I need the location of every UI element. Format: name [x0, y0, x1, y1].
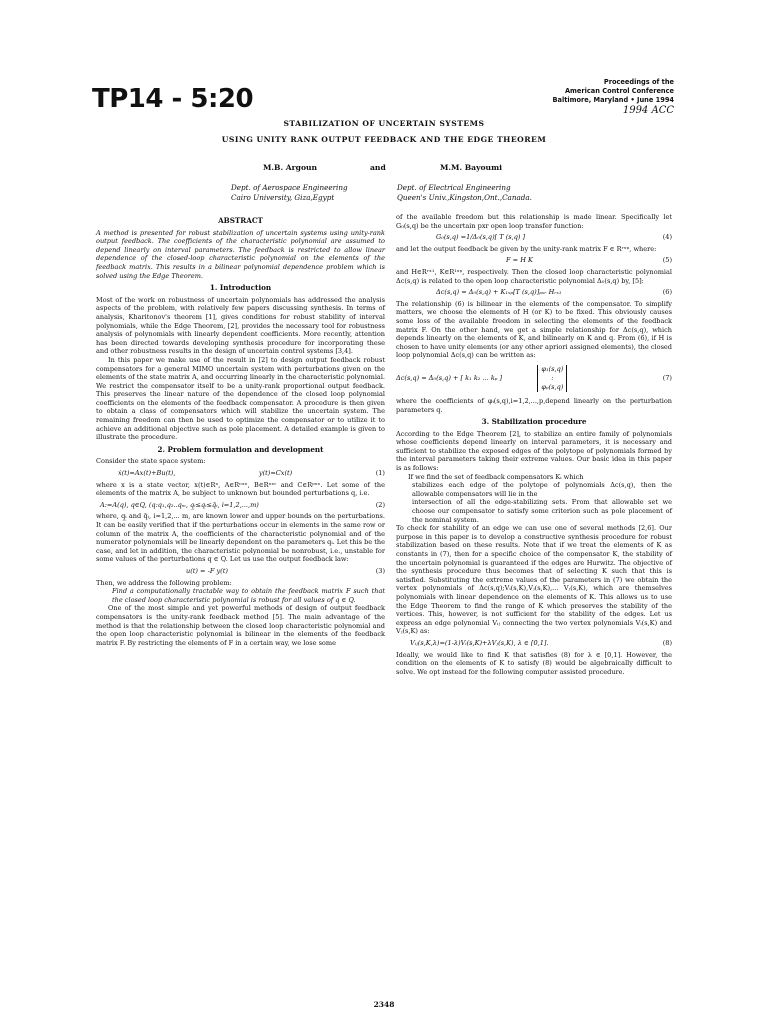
affiliation-2-line: Queen's Univ.,Kingston,Ont.,Canada.: [397, 193, 532, 202]
paragraph: To check for stability of an edge we can use one of several methods [2,6]. Our purpose in this paper is to develop a constructive synthesis procedure for robust stabilization based on these results. Note that if we treat the elements of K as constants in (7), then for a specific choice of the compensator K, the stability of the uncertain polynomial is guaranteed if the edges are Hurwitz. The objective of the synthesis procedure thus becomes that of selecting K such that this is satisfied. Substituting the extreme values of the parameters in (7) we obtain the vertex polynomials of Δc(s,q);Vᵢ(s,K),Vⱼ(s,K),... Vⱼ(s,K), which are themselves polynomials with linear dependence on the elements of K. This allows us to use the Edge Theorem to find the range of K which preserves the stability of the vertices. This, however, is not sufficient for the stability of the edges. Let us express an edge polynomial Vᵢⱼ connecting the two vertex polynomials Vᵢ(s,K) and Vⱼ(s,K) as:: [396, 524, 672, 636]
paragraph: The relationship (6) is bilinear in the elements of the compensator. To simplify matters, we choose the elements of H (or K) to be fixed. This obviously causes some loss of the available freedom in selecting the elements of the feedback matrix F. On the other hand, we get a simple relationship for Δc(s,q), which depends linearly on the elements of K, and bilinearly on K and q. From (6), if H is chosen to have unity elements (or any other apriori assigned elements), the closed loop polynomial Δc(s,q) can be written as:: [396, 299, 672, 360]
equation-5-body: F = H K: [506, 256, 533, 265]
paragraph: of the available freedom but this relationship is made linear. Specifically let G₀(s,q) be the uncertain pxr open loop transfer function:: [396, 213, 672, 230]
equation-number: (5): [662, 256, 672, 265]
equation-3: [96, 567, 385, 576]
paragraph: If we find the set of feedback compensators Kᵢ which: [408, 472, 584, 481]
equation-7-top: φ₁(s,q): [541, 364, 564, 373]
section-3-heading: 3. Stabilization procedure: [481, 417, 587, 427]
abstract-text: A method is presented for robust stabilization of uncertain systems using unity-rank output feedback. The coefficients of the characteristic polynomial are assumed to depend linearly on interval parameters. The feedback is restricted to allow linear dependence of the closed-loop characteristic polynomial on the elements of the feedback matrix. This results in a bilinear polynomial dependence problem which is solved using the Edge Theorem.: [96, 228, 385, 280]
equation-2-body: A:=A(q), q∈Q, (q:q₁,q₂..qₘ, q̲ᵢ≤qᵢ≤q̄ᵢ, i=1,2,...,m): [100, 500, 259, 509]
abstract-heading: ABSTRACT: [218, 216, 263, 225]
equation-8-body: Vᵢⱼ(s,K,λ)=(1-λ)Vᵢ(s,K)+λVⱼ(s,K), λ ∈ [0,1].: [410, 638, 549, 647]
paper-title: [0, 116, 768, 148]
proceedings-line: Proceedings of the: [603, 78, 674, 86]
author-and: and: [370, 163, 386, 172]
session-code: TP14 - 5:20: [92, 84, 254, 114]
paragraph: where the coefficients of φᵢ(s,q),i=1,2,...,p,depend linearly on the perturbation parameters q.: [396, 396, 672, 414]
paragraph: Consider the state space system:: [96, 457, 206, 466]
equation-number: (3): [375, 566, 385, 575]
paragraph: where x is a state vector, x(t)∈Rⁿ, A∈Rⁿˣⁿ, B∈Rⁿˣʳ and C∈Rᵖˣⁿ. Let some of the elements of the matrix A, be subject to unknown but bounded perturbations q, i.e.: [96, 480, 385, 498]
proceedings-line: Baltimore, Maryland • June 1994: [552, 96, 674, 104]
affiliation-2: [397, 183, 532, 203]
paragraph: One of the most simple and yet powerful methods of design of output feedback compensators is the unity-rank feedback method [5]. The main advantage of the method is that the relationship between the closed loop characteristic polynomial and the open loop characteristic polynomial is bilinear in the elements of the feedback matrix F. By restricting the elements of F in a certain way, we lose some: [96, 604, 385, 647]
author-1: M.B. Argoun: [263, 163, 318, 172]
paragraph: and let the output feedback be given by the unity-rank matrix F ∈ Rʳˣᵖ, where:: [396, 244, 657, 253]
equation-4-body: G₀(s,q) =1/Δ₀(s,q)[ T (s,q) ]: [436, 233, 526, 242]
equation-6: [396, 288, 672, 297]
paragraph: Most of the work on robustness of uncertain polynomials has addressed the analysis aspects of the problem, with relatively few papers discussing synthesis. In terms of analysis, Kharitonov's theorem [1], gives conditions for robust stability of interval polynomials, while the Edge Theorem, [2], provides the necessary tool for robustness analysis of polynomials with linearly dependent coefficients. More recently, attention has been directed towards developing synthesis procedure for incorporating these and other robustness results in the design of uncertain control systems [3,4].: [96, 295, 385, 356]
equation-3-body: u(t) = -F y(t): [186, 566, 228, 575]
affiliation-2-line: Dept. of Electrical Engineering: [397, 183, 511, 192]
equation-1-b: y(t)=Cx(t): [258, 469, 293, 478]
equation-7-vector: [537, 365, 567, 392]
equation-1-a: ẋ(t)=Ax(t)+Bu(t),: [118, 469, 176, 478]
page-number: 2348: [373, 1000, 395, 1009]
paragraph: and H∈Rʳˣ¹, K∈R¹ˣᵖ, respectively. Then the closed loop characteristic polynomial Δc(s,q) is related to the open loop characteristic polynomial Δ₀(s,q) by, [5]:: [396, 267, 672, 285]
affiliation-1-line: Cairo University, Giza,Egypt: [231, 193, 335, 202]
section-1-heading: 1. Introduction: [209, 283, 272, 293]
equation-7-mid: :: [551, 373, 554, 382]
paragraph: stabilizes each edge of the polytope of polynomials Δc(s,q), then the allowable compensators will lie in the: [412, 481, 672, 498]
proceedings-line: American Control Conference: [564, 87, 674, 95]
paragraph: where, q̲ᵢ and q̄ᵢ, i=1,2,... m, are known lower and upper bounds on the perturbations. It can be easily verified that if the perturbations occur in elements in the same row or column of the matrix A, the coefficients of the characteristic polynomial and of the numerator polynomials will be linearly dependent on the parameters qᵢ. Let this be the case, and let in addition, the characteristic polynomial be nonrobust, i.e., unstable for some values of the perturbations q ∈ Q. Let us use the output feedback law:: [96, 512, 385, 564]
right-column: [396, 213, 672, 676]
affiliation-1-line: Dept. of Aerospace Engineering: [231, 183, 348, 192]
affiliation-1: [231, 183, 348, 203]
author-2: M.M. Bayoumi: [440, 163, 502, 172]
equation-number: (6): [662, 288, 672, 297]
equation-number: (7): [662, 374, 672, 383]
conference-name: 1994 ACC: [622, 105, 674, 116]
equation-7-bot: φₚ(s,q): [541, 382, 564, 391]
paragraph: Then, we address the following problem:: [96, 578, 232, 587]
equation-number: (4): [662, 233, 672, 242]
problem-statement: Find a computationally tractable way to obtain the feedback matrix F such that the closed loop characteristic polynomial is robust for all values of q ∈ Q.: [112, 587, 385, 604]
title-line-1: STABILIZATION OF UNCERTAIN SYSTEMS: [283, 119, 485, 128]
title-line-2: USING UNITY RANK OUTPUT FEEDBACK AND THE EDGE THEOREM: [221, 135, 547, 144]
paragraph: Ideally, we would like to find K that satisfies (8) for λ ∈ [0,1]. However, the condition on the elements of K to satisfy (8) would be algebraically difficult to solve. We opt instead for the following computer assisted procedure.: [396, 650, 672, 676]
proceedings-header: [552, 78, 674, 116]
left-column: [96, 213, 385, 647]
equation-8: [396, 639, 672, 648]
equation-7-lhs: Δc(s,q) = Δ₀(s,q) + [ k₁ k₂ ... kₚ ]: [396, 374, 503, 383]
equation-number: (1): [375, 469, 385, 478]
paragraph: intersection of all the edge-stabilizing sets. From that allowable set we choose our compensator to satisfy some criterion such as pole placement of the nominal system.: [412, 498, 672, 524]
equation-5: [396, 256, 672, 265]
equation-6-body: Δc(s,q) = Δ₀(s,q) + K₁ₓₚ[T (s,q)]ₚₓᵣ Hᵣₓ₁: [436, 288, 562, 297]
equation-7: [396, 365, 672, 392]
section-2-heading: 2. Problem formulation and development: [157, 444, 324, 454]
equation-number: (2): [375, 500, 385, 509]
paragraph: According to the Edge Theorem [2], to stabilize an entire family of polynomials whose coefficients depend linearly on interval parameters, it is necessary and sufficient to stabilize the exposed edges of the polytope of polynomials formed by the interval parameters taking their extreme values. Our basic idea in this paper is as follows:: [396, 429, 672, 473]
equation-2: [96, 501, 385, 510]
paragraph: In this paper we make use of the result in [2] to design output feedback robust compensators for a general MIMO uncertain system with perturbations given on the elements of the state matrix A, and occurring linearly in the characteristic polynomial. We restrict the compensator itself to be a unity-rank proportional output feedback. This preserves the linear nature of the dependence of the closed loop polynomial coefficients on the elements of the feedback compensator. A procedure is then given to obtain a class of compensators which will stabilize the uncertain system. The remaining freedom can then be used to optimize the compensator or to utilize it to achieve an additional objective such as pole placement. A detailed example is given to illustrate the procedure.: [96, 355, 385, 442]
equation-1: [96, 469, 385, 478]
equation-4: [396, 233, 672, 242]
equation-number: (8): [662, 638, 672, 647]
